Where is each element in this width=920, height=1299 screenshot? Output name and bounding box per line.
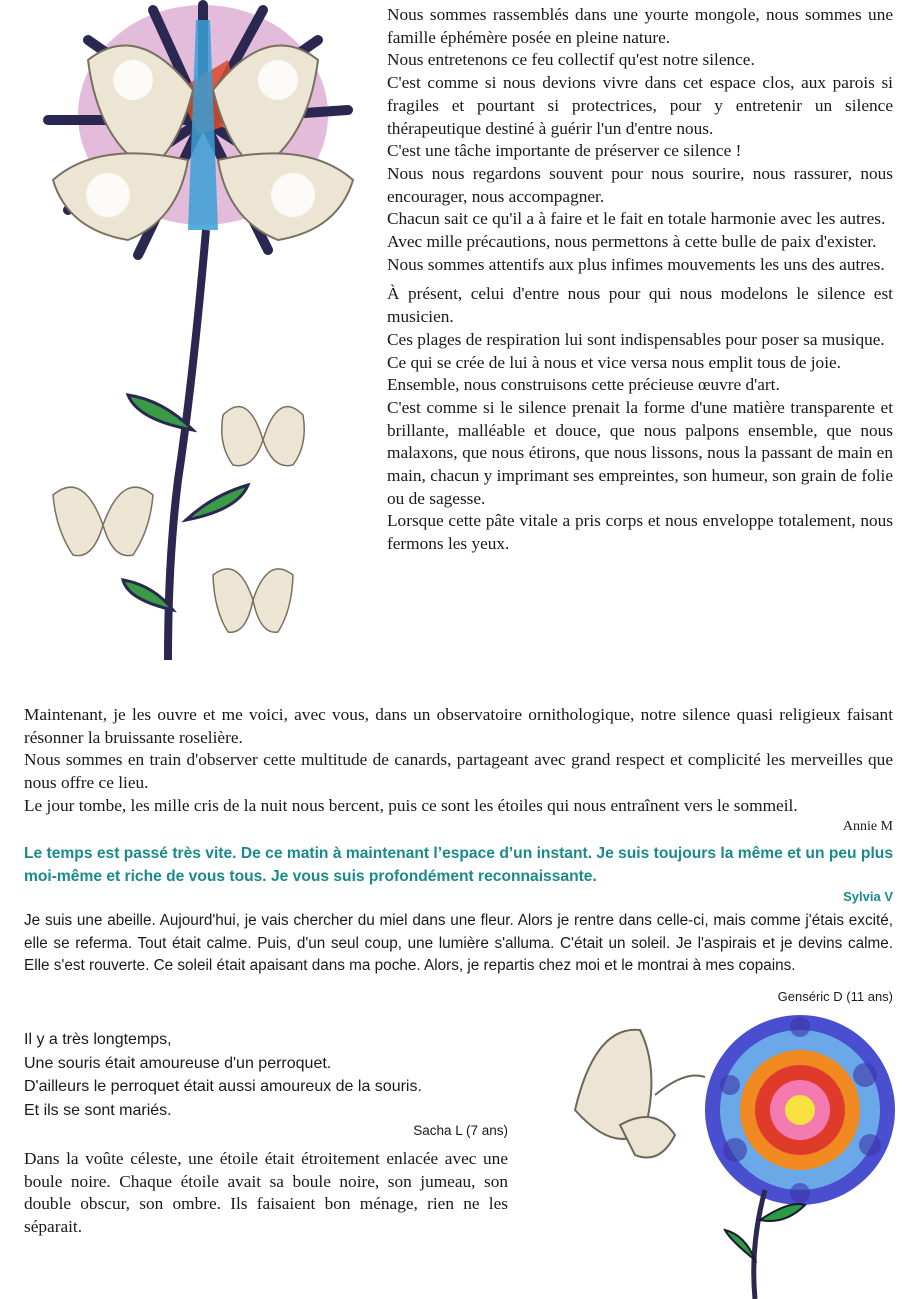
teal-paragraph: Le temps est passé très vite. De ce matin à maintenant l’espace d’un instant. Je suis toujours la même et un peu plus moi-même et riche de vous tous. Je vous suis profondément reconnaissante. (24, 845, 893, 885)
bee-paragraph: Je suis une abeille. Aujourd'hui, je vais chercher du miel dans une fleur. Alors je rentre dans celle-ci, mais comme j'étais excité, elle se referma. Tout était calme. Puis, d'un seul coup, une lumière s'alluma. C'était un soleil. Je l'aspirais et je devins calme. Elle s'est rouverte. Ce soleil était apaisant dans ma poche. Alors, je repartis chez moi et le montrai à mes copains. (24, 912, 893, 975)
paragraph: C'est comme si le silence prenait la forme d'une matière transparente et brillante, malléable et douce, que nous palpons ensemble, que nous malaxons, que nous étirons, que nous lissons, nous la passant de main en main, chacun y imprimant ses empreintes, son humeur, son grain de folie ou de sagesse. (387, 397, 893, 508)
paragraph: Chacun sait ce qu'il a à faire et le fait en totale harmonie avec les autres. (387, 209, 886, 229)
poem-line: D'ailleurs le perroquet était aussi amoureux de la souris. (24, 1078, 422, 1095)
paragraph: C'est une tâche importante de préserver ce silence ! (387, 141, 742, 161)
signature-genseric: Genséric D (11 ans) (777, 988, 893, 1004)
paragraph: Le jour tombe, les mille cris de la nuit nous bercent, puis ce sont les étoiles qui nous entraînent vers le sommeil. (24, 795, 798, 815)
flower-butterflies-illustration (28, 0, 378, 675)
text-column-right (387, 4, 893, 556)
paragraph: Nous sommes rassemblés dans une yourte mongole, nous sommes une famille éphémère posée en pleine nature. (387, 5, 893, 47)
paragraph: Maintenant, je les ouvre et me voici, avec vous, dans un observatoire ornithologique, notre silence quasi religieux faisant résonner la bruissante roselière. (24, 705, 893, 747)
signature-sacha: Sacha L (7 ans) (413, 1123, 508, 1138)
paragraph: Lorsque cette pâte vitale a pris corps et nous enveloppe totalement, nous fermons les yeux. (387, 511, 893, 554)
paragraph: Nous sommes en train d'observer cette multitude de canards, partageant avec grand respect et complicité les merveilles que nous offre ce lieu. (24, 750, 893, 793)
text-full-width (24, 704, 893, 836)
bee-story (24, 910, 893, 1006)
paragraph: Ces plages de respiration lui sont indispensables pour poser sa musique. (387, 329, 885, 349)
poem-line: Il y a très longtemps, (24, 1031, 172, 1048)
star-paragraph-block (24, 1148, 508, 1239)
paragraph: Nous entretenons ce feu collectif qu'est notre silence. (387, 50, 755, 70)
butterfly-flower-illustration (565, 1015, 910, 1299)
paragraph: Nous nous regardons souvent pour nous sourire, nous rassurer, nous encourager, nous accompagner. (387, 163, 893, 206)
paragraph: À présent, celui d'entre nous pour qui nous modelons le silence est musicien. (387, 284, 893, 327)
paragraph: Nous sommes attentifs aux plus infimes mouvements les uns des autres. (387, 254, 885, 274)
teal-section (24, 843, 893, 906)
poem-line: Et ils se sont mariés. (24, 1101, 172, 1119)
signature-sylvia: Sylvia V (843, 889, 893, 904)
paragraph: Avec mille précautions, nous permettons à cette bulle de paix d'exister. (387, 232, 877, 252)
star-paragraph: Dans la voûte céleste, une étoile était étroitement enlacée avec une boule noire. Chaque étoile avait sa boule noire, son jumeau, son double obscur, son ombre. Ils faisaient bon ménage, rien ne les séparait. (24, 1149, 508, 1237)
signature-annie: Annie M (842, 818, 893, 834)
paragraph: Ce qui se crée de lui à nous et vice versa nous emplit tous de joie. (387, 352, 841, 372)
paragraph: C'est comme si nous devions vivre dans cet espace clos, aux parois si fragiles et pourtant si protectrices, pour y entretenir un silence thérapeutique destiné à guérir l'un d'entre nous. (387, 73, 893, 138)
poem-line: Une souris était amoureuse d'un perroquet. (24, 1054, 332, 1072)
paragraph: Ensemble, nous construisons cette précieuse œuvre d'art. (387, 375, 780, 395)
poem (24, 1028, 508, 1140)
